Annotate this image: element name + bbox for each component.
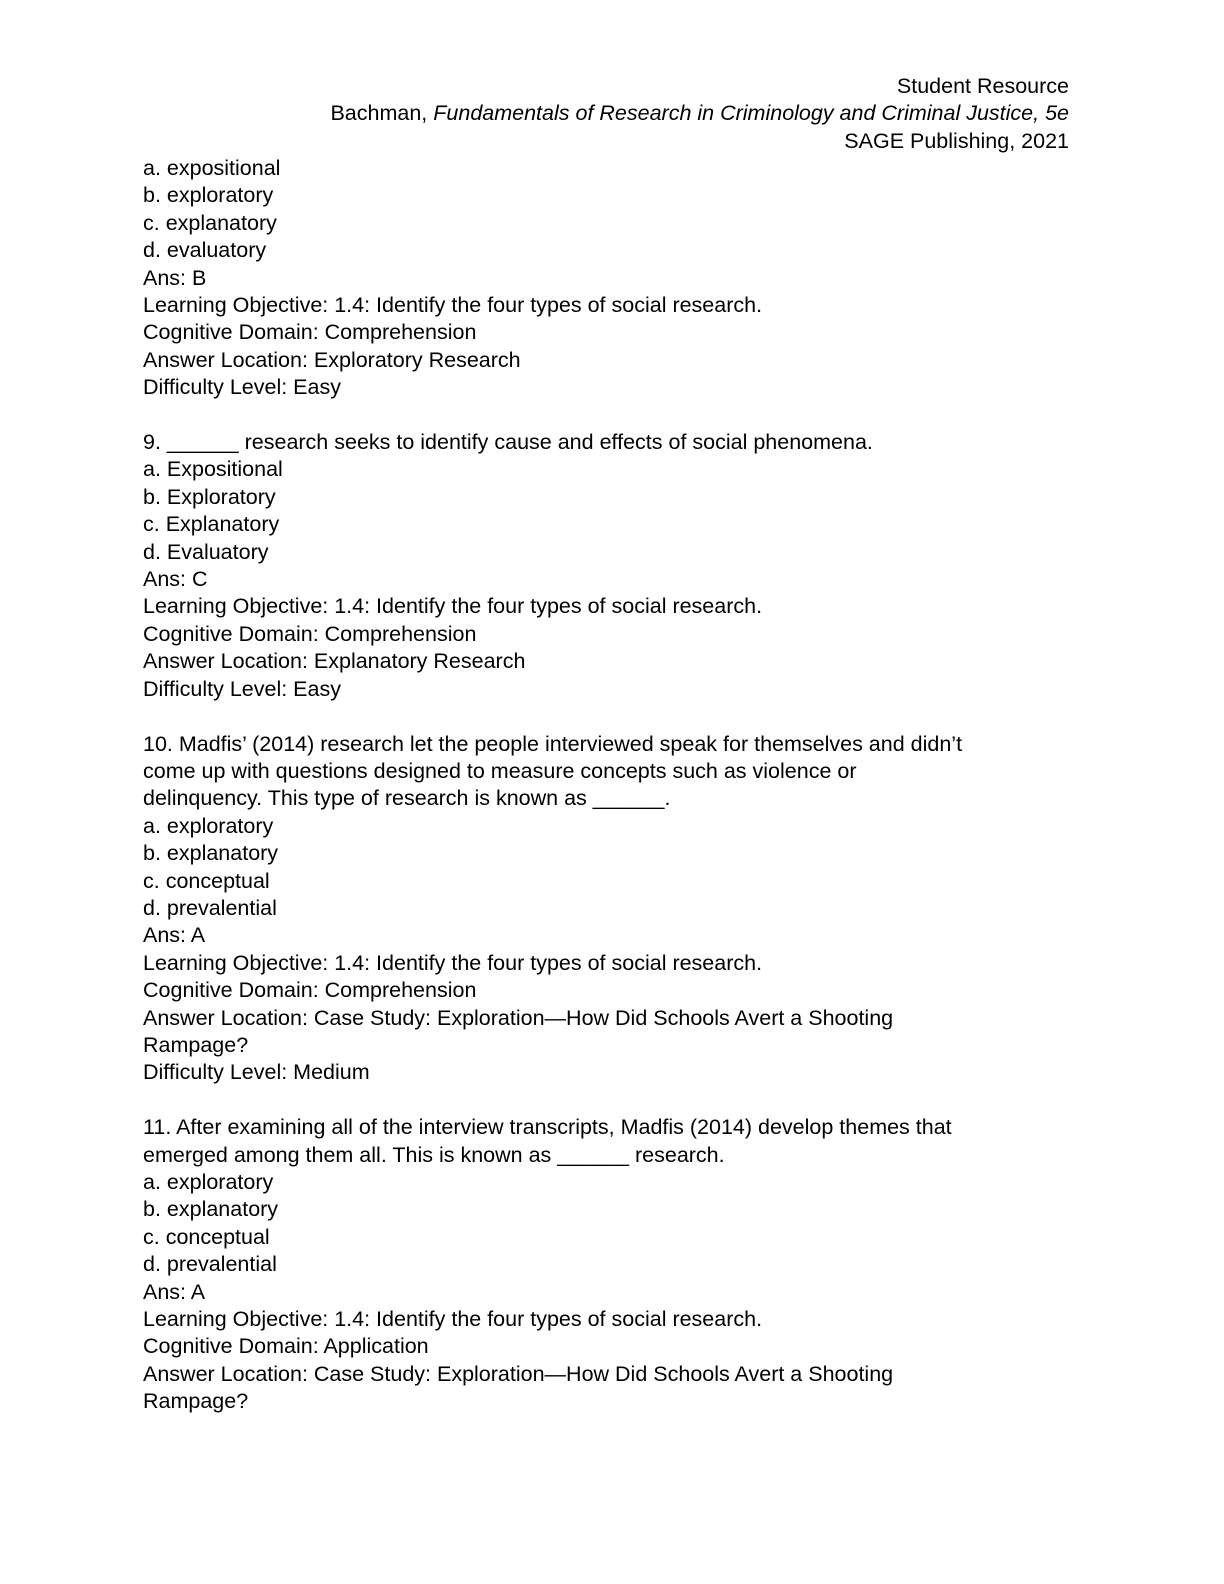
option-c: c. explanatory — [143, 210, 277, 235]
cognitive-domain: Cognitive Domain: Comprehension — [143, 978, 477, 1003]
option-d: d. evaluatory — [143, 238, 267, 263]
option-b: b. Exploratory — [143, 484, 276, 509]
answer-location: Answer Location: Exploratory Research — [143, 347, 521, 372]
option-a: a. Expositional — [143, 457, 283, 482]
question-text-line-2: come up with questions designed to measure concepts such as violence or — [143, 758, 857, 783]
question-text-line-3: delinquency. This type of research is known as ______. — [143, 786, 671, 811]
option-c: c. Explanatory — [143, 512, 280, 537]
question-text-line-2: emerged among them all. This is known as ______ research. — [143, 1142, 725, 1167]
answer-location: Answer Location: Explanatory Research — [143, 649, 526, 674]
learning-objective: Learning Objective: 1.4: Identify the four types of social research. — [143, 1307, 763, 1332]
question-text-line-1: 11. After examining all of the interview transcripts, Madfis (2014) develop themes that — [143, 1115, 952, 1140]
answer: Ans: A — [143, 1279, 206, 1304]
answer: Ans: A — [143, 923, 206, 948]
answer-location-line-1: Answer Location: Case Study: Exploration—How Did Schools Avert a Shooting — [143, 1361, 894, 1386]
option-d: d. Evaluatory — [143, 539, 269, 564]
question-10 — [143, 731, 1078, 1087]
header-author: Bachman, — [330, 101, 428, 126]
answer-location-line-1: Answer Location: Case Study: Exploration—How Did Schools Avert a Shooting — [143, 1005, 894, 1030]
answer-location-line-2: Rampage? — [143, 1032, 249, 1057]
option-a: a. exploratory — [143, 813, 274, 838]
question-text: 9. ______ research seeks to identify cause and effects of social phenomena. — [143, 430, 873, 455]
header-book-citation — [330, 100, 1069, 127]
option-c: c. conceptual — [143, 1224, 270, 1249]
option-d: d. prevalential — [143, 895, 277, 920]
header-book-title: Fundamentals of Research in Criminology and Criminal Justice, 5e — [433, 101, 1069, 126]
difficulty-level: Difficulty Level: Easy — [143, 375, 341, 400]
answer: Ans: B — [143, 265, 207, 290]
question-text-line-1: 10. Madfis’ (2014) research let the people interviewed speak for themselves and didn’t — [143, 731, 963, 756]
question-11 — [143, 1114, 1078, 1415]
answer: Ans: C — [143, 567, 208, 592]
option-b: b. exploratory — [143, 183, 274, 208]
difficulty-level: Difficulty Level: Easy — [143, 676, 341, 701]
cognitive-domain: Cognitive Domain: Comprehension — [143, 320, 477, 345]
question-8-continued — [143, 155, 1078, 402]
answer-location-line-2: Rampage? — [143, 1389, 249, 1414]
learning-objective: Learning Objective: 1.4: Identify the four types of social research. — [143, 950, 763, 975]
cognitive-domain: Cognitive Domain: Comprehension — [143, 621, 477, 646]
option-c: c. conceptual — [143, 868, 270, 893]
option-a: a. exploratory — [143, 1169, 274, 1194]
cognitive-domain: Cognitive Domain: Application — [143, 1334, 429, 1359]
learning-objective: Learning Objective: 1.4: Identify the four types of social research. — [143, 293, 763, 318]
header-publisher: SAGE Publishing, 2021 — [844, 128, 1069, 153]
difficulty-level: Difficulty Level: Medium — [143, 1060, 370, 1085]
header-resource-label: Student Resource — [896, 74, 1069, 98]
page-header — [330, 73, 1069, 155]
question-9 — [143, 429, 1078, 703]
option-b: b. explanatory — [143, 841, 279, 866]
learning-objective: Learning Objective: 1.4: Identify the four types of social research. — [143, 594, 763, 619]
option-b: b. explanatory — [143, 1197, 279, 1222]
page-content — [143, 155, 1078, 1416]
option-d: d. prevalential — [143, 1252, 277, 1277]
option-a: a. expositional — [143, 156, 281, 180]
